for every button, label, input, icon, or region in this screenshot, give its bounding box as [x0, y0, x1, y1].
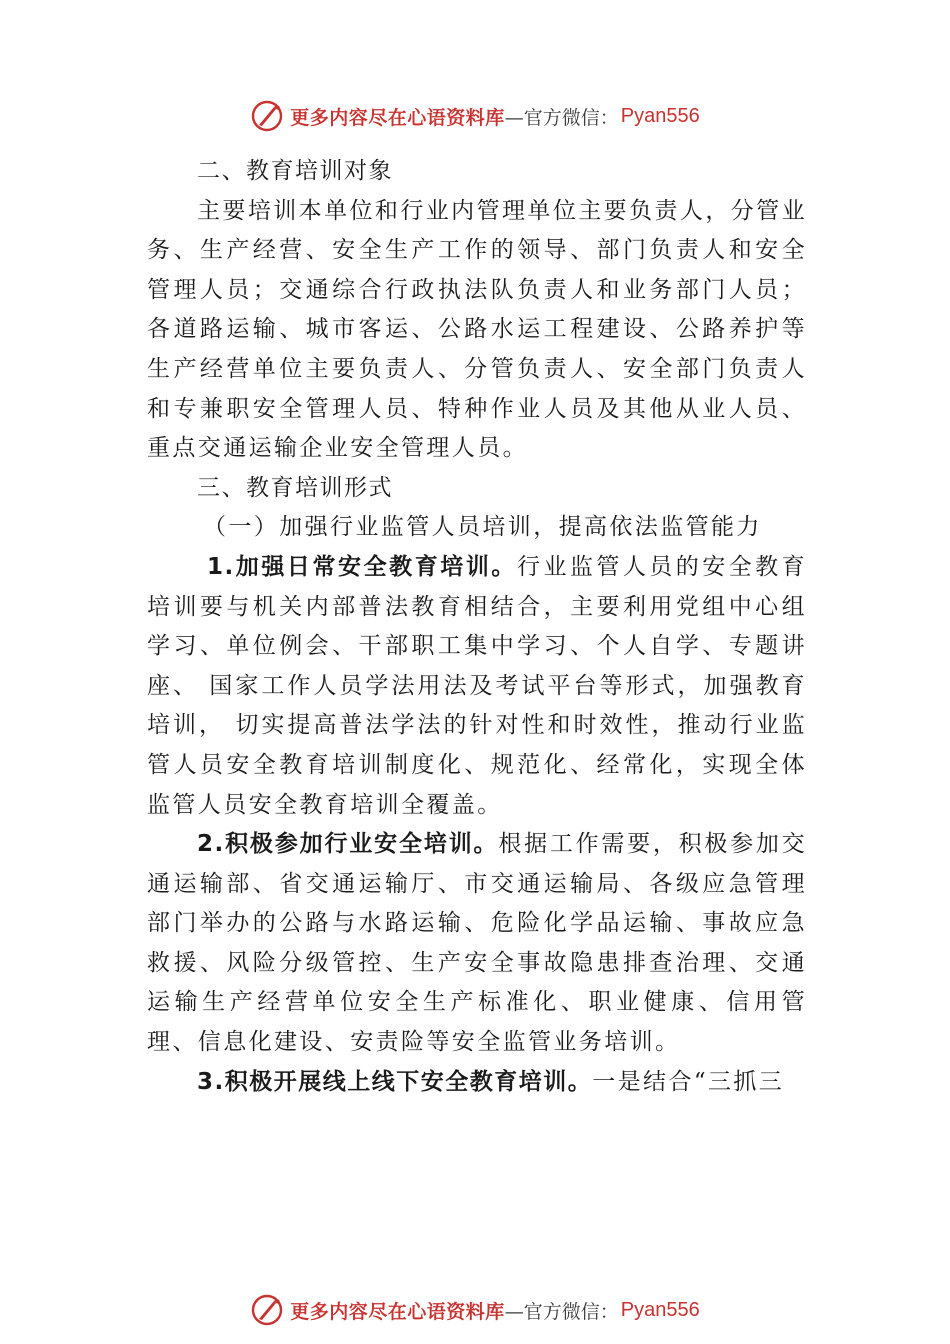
subsection1-heading: （一）加强行业监管人员培训，提高依法监管能力: [203, 514, 762, 541]
watermark-brand: 更多内容尽在心语资料库: [290, 106, 505, 129]
document-body: [147, 152, 807, 1102]
item1-paragraph: [147, 548, 807, 825]
item1-text: 行业监管人员的安全教育培训要与机关内部普法教育相结合，主要利用党组中心组学习、单位例会、干部职工集中学习、个人自学、专题讲座、 国家工作人员学法用法及考试平台等形式，加强教育培训， 切实提高普法学法的针对性和时效性，推动行业监管人员安全教育培训制度化、规范化、经常化，实现全体监管人员安全教育培训全覆盖。: [147, 553, 807, 818]
quill-logo-icon: [250, 1293, 284, 1327]
item3-paragraph: [147, 1063, 807, 1103]
watermark-label: —官方微信：: [504, 1300, 619, 1323]
footer-watermark: [0, 1290, 950, 1330]
watermark-handle: Pyan556: [620, 1298, 700, 1321]
section2-heading: 二、教育培训对象: [197, 158, 393, 184]
watermark-handle: Pyan556: [620, 104, 700, 127]
item2-paragraph: [147, 825, 807, 1063]
section2-paragraph: 主要培训本单位和行业内管理单位主要负责人，分管业务、生产经营、安全生产工作的领导、部门负责人和安全管理人员；交通综合行政执法队负责人和业务部门人员；各道路运输、城市客运、公路水运工程建设、公路养护等生产经营单位主要负责人、分管负责人、安全部门负责人和专兼职安全管理人员、特种作业人员及其他从业人员、重点交通运输企业安全管理人员。: [147, 197, 807, 462]
item1-title: 1.加强日常安全教育培训。: [207, 553, 517, 580]
section3-heading: 三、教育培训形式: [197, 474, 393, 501]
item3-title: 3.积极开展线上线下安全教育培训。: [197, 1068, 593, 1095]
watermark-brand: 更多内容尽在心语资料库: [290, 1300, 505, 1323]
item2-title: 2.积极参加行业安全培训。: [197, 831, 499, 858]
quill-logo-icon: [250, 99, 284, 133]
item2-text: 根据工作需要，积极参加交通运输部、省交通运输厅、市交通运输局、各级应急管理部门举办的公路与水路运输、危险化学品运输、事故应急救援、风险分级管控、生产安全事故隐患排查治理、交通运输生产经营单位安全生产标准化、职业健康、信用管理、信息化建设、安责险等安全监管业务培训。: [147, 831, 807, 1056]
watermark-label: —官方微信：: [504, 106, 619, 129]
header-watermark: [0, 96, 950, 136]
item3-text: 一是结合“三抓三: [592, 1068, 785, 1095]
